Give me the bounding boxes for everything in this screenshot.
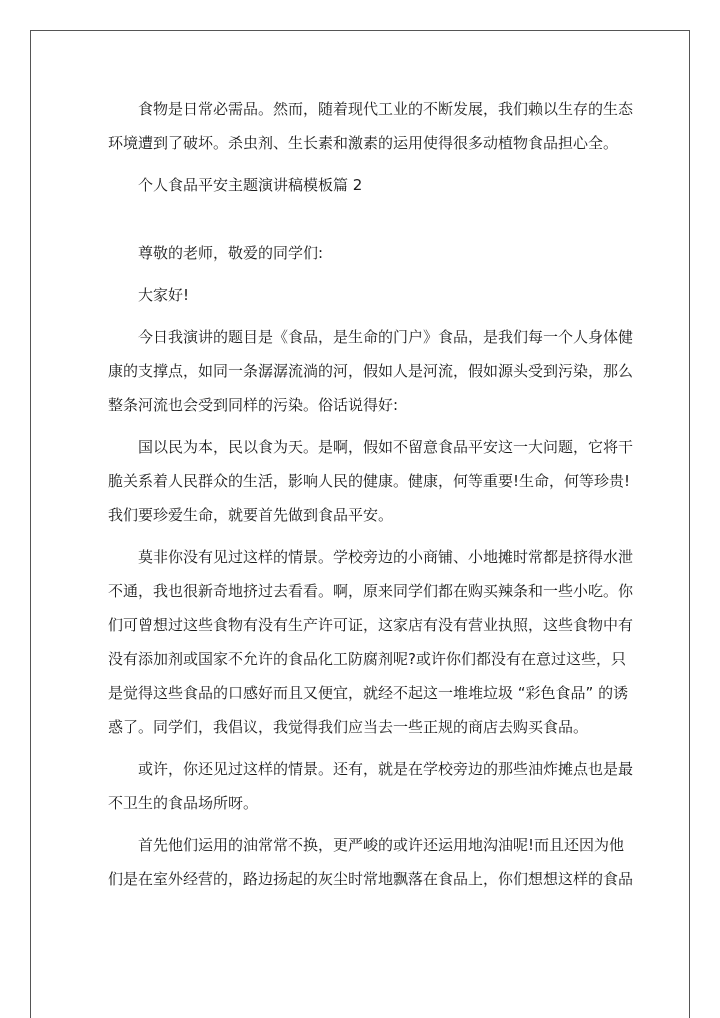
salutation: [108, 236, 616, 270]
text-line: 首先他们运用的油常常不换，更严峻的或许还运用地沟油呢!而且还因为他: [138, 836, 625, 854]
paragraph-nation: [108, 430, 634, 532]
text-line: 环境遭到了破坏。杀虫剂、生长素和激素的运用使得很多动植物食品担心全。: [108, 134, 619, 152]
text-line: 不通，我也很新奇地挤过去看看。啊，原来同学们都在购买辣条和一些小吃。你: [108, 582, 634, 600]
text-line: 没有添加剂或国家不允许的食品化工防腐剂呢?或许你们都没有在意过这些，只: [108, 650, 626, 668]
text-line: 们是在室外经营的，路边扬起的灰尘时常地飘落在食品上，你们想想这样的食品: [108, 870, 634, 888]
text-line: 不卫生的食品场所呀。: [108, 794, 259, 812]
text-line: 脆关系着人民群众的生活，影响人民的健康。健康，何等重要!生命，何等珍贵!: [108, 472, 631, 490]
text-line: 整条河流也会受到同样的污染。俗话说得好:: [108, 396, 399, 414]
text-line: 康的支撑点，如同一条潺潺流淌的河，假如人是河流，假如源头受到污染，那么: [108, 362, 634, 380]
paragraph-topic: [108, 320, 634, 422]
paragraph-fried-food: [108, 752, 634, 820]
text-line: 今日我演讲的题目是《食品，是生命的门户》食品，是我们每一个人身体健: [138, 328, 634, 346]
paragraph-intro: [108, 92, 634, 160]
text-line: 是觉得这些食品的口感好而且又便宜，就经不起这一堆堆垃圾 “彩色食品” 的诱: [108, 684, 629, 702]
text-line: 我们要珍爱生命，就要首先做到食品平安。: [108, 506, 394, 524]
document-body: [108, 92, 634, 904]
section-heading: [108, 168, 616, 202]
section-heading-text: 个人食品平安主题演讲稿模板篇 2: [138, 176, 363, 194]
text-line: 食物是日常必需品。然而，随着现代工业的不断发展，我们赖以生存的生态: [138, 100, 634, 118]
text-line: 莫非你没有见过这样的情景。学校旁边的小商铺、小地摊时常都是挤得水泄: [138, 548, 634, 566]
text-line: 们可曾想过这些食物有没有生产许可证，这家店有没有营业执照，这些食物中有: [108, 616, 634, 634]
salutation-text: 尊敬的老师，敬爱的同学们:: [138, 244, 324, 262]
paragraph-oil: [108, 828, 634, 896]
text-line: 惑了。同学们，我倡议，我觉得我们应当去一些正规的商店去购买食品。: [108, 718, 589, 736]
greeting: [108, 278, 616, 312]
text-line: 国以民为本，民以食为天。是啊，假如不留意食品平安这一大问题，它将干: [138, 438, 634, 456]
spacer: [108, 210, 616, 236]
text-line: 或许，你还见过这样的情景。还有，就是在学校旁边的那些油炸摊点也是最: [138, 760, 634, 778]
greeting-text: 大家好!: [138, 286, 190, 304]
paragraph-vendors: [108, 540, 634, 744]
